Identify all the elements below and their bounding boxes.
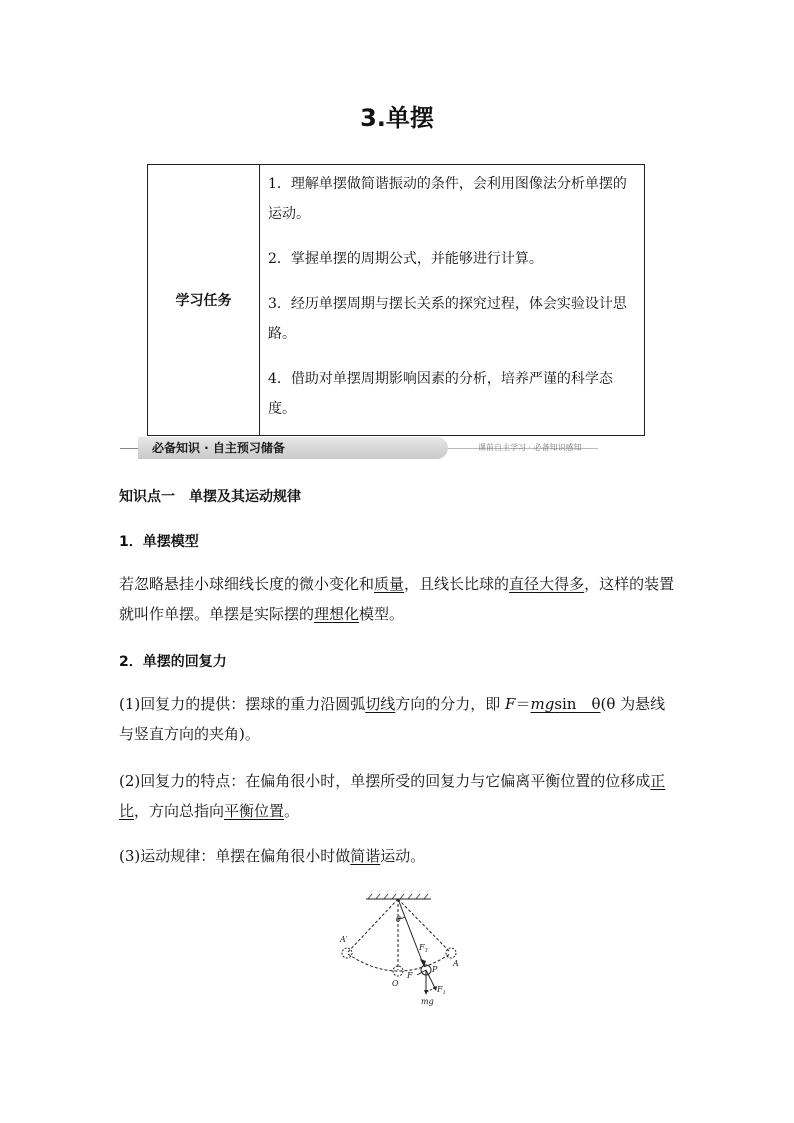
label-theta: θ bbox=[396, 915, 401, 924]
task-item: 3．经历单摆周期与摆长关系的探究过程，体会实验设计思路。 bbox=[268, 296, 627, 342]
label-a-prime: A′ bbox=[340, 935, 348, 944]
text: ，方向总指向 bbox=[134, 802, 225, 820]
answer-blank: 理想化 bbox=[314, 605, 360, 623]
label-p: P bbox=[432, 965, 438, 974]
task-item: 1．理解单摆做简谐振动的条件，会利用图像法分析单摆的运动。 bbox=[268, 176, 627, 222]
label-ft: $F_T$ bbox=[419, 943, 428, 954]
text: 模型。 bbox=[359, 605, 405, 623]
label-a: A bbox=[453, 959, 459, 968]
page-title: 3.单摆 bbox=[360, 104, 434, 132]
answer-blank: 大得多 bbox=[539, 575, 585, 593]
answer-blank: 质量 bbox=[374, 575, 405, 593]
task-item: 4．借助对单摆周期影响因素的分析，培养严谨的科学态度。 bbox=[268, 371, 613, 417]
section-band-caption: 课前自主学习 · 必备知识感知 bbox=[478, 443, 582, 452]
text: (2)回复力的特点：在偏角很小时，单摆所受的回复力与它偏离平衡位置的位移成 bbox=[119, 772, 651, 790]
answer-blank: 平衡位置 bbox=[224, 802, 285, 820]
restore-force-heading: 2．单摆的回复力 bbox=[119, 654, 227, 670]
band-left-line bbox=[120, 448, 138, 449]
answer-blank: 简谐 bbox=[350, 847, 381, 865]
pendulum-string bbox=[398, 899, 424, 966]
string-left-position bbox=[348, 899, 398, 952]
gravity-arrowhead bbox=[424, 990, 428, 995]
label-o: O bbox=[392, 979, 399, 988]
text: (3)运动规律：单摆在偏角很小时做 bbox=[119, 847, 351, 865]
label-f: F bbox=[407, 971, 413, 980]
model-paragraph bbox=[119, 569, 679, 629]
answer-blank: 切线 bbox=[365, 695, 396, 713]
pendulum-diagram bbox=[336, 892, 466, 1010]
label-mg: mg bbox=[421, 997, 434, 1006]
model-heading: 1．单摆模型 bbox=[119, 534, 199, 550]
answer-blank: 直径 bbox=[509, 575, 540, 593]
motion-law bbox=[119, 841, 679, 871]
ceiling-hatch bbox=[368, 894, 428, 899]
section-band-label: 必备知识 · 自主预习储备 bbox=[138, 437, 448, 459]
text: ＝ bbox=[515, 695, 531, 713]
answer-blank: 正比 bbox=[119, 772, 666, 820]
restore-force-p1 bbox=[119, 689, 679, 749]
ball-at-a bbox=[446, 948, 456, 958]
knowledge-heading: 知识点一 单摆及其运动规律 bbox=[119, 489, 301, 505]
task-item: 2．掌握单摆的周期公式，并能够进行计算。 bbox=[268, 251, 543, 267]
text: (θ 为悬线与竖直方向的夹角)。 bbox=[119, 695, 666, 743]
text: 。 bbox=[284, 802, 300, 820]
text: 运动。 bbox=[380, 847, 426, 865]
text: 方向的分力，即 bbox=[395, 695, 506, 713]
answer-blank: mg bbox=[530, 695, 555, 713]
text: 若忽略悬挂小球细线长度的微小变化和 bbox=[119, 575, 375, 593]
task-list bbox=[268, 169, 638, 439]
restore-force-p2 bbox=[119, 766, 679, 826]
learning-task-table bbox=[147, 164, 645, 436]
answer-blank: sin θ bbox=[554, 695, 601, 713]
formula-f: F bbox=[505, 695, 516, 713]
ball-at-a-prime bbox=[342, 948, 352, 958]
section-band bbox=[120, 436, 680, 462]
text: (1)回复力的提供：摆球的重力沿圆弧 bbox=[119, 695, 366, 713]
task-table-header: 学习任务 bbox=[148, 165, 260, 435]
label-f1: $F_1$ bbox=[437, 985, 446, 996]
text: ，这样的装置就叫作单摆。单摆是实际摆的 bbox=[119, 575, 675, 623]
text: ，且线长比球的 bbox=[404, 575, 510, 593]
